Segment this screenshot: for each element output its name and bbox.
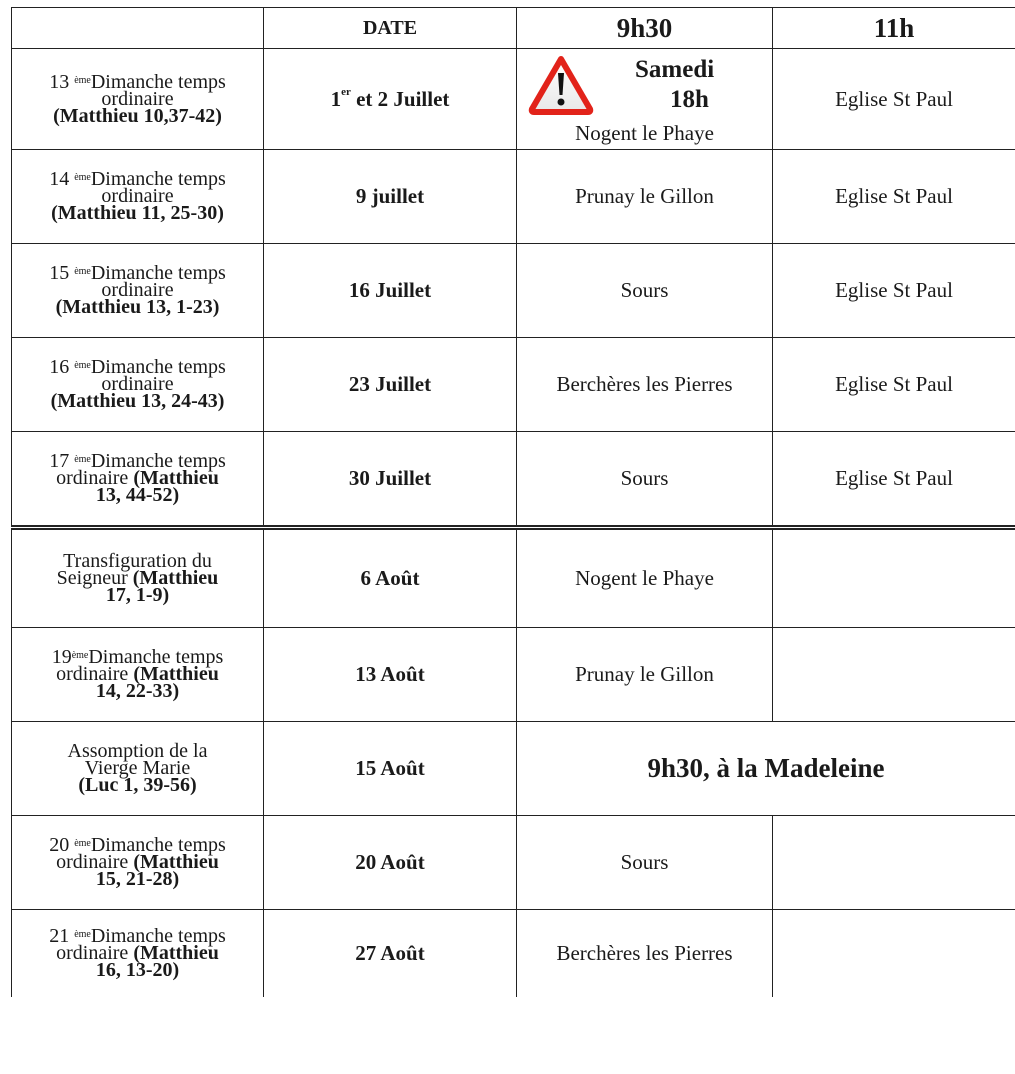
feast-cell	[12, 722, 264, 816]
feast-sup: ème	[71, 650, 89, 661]
table-row	[12, 910, 1015, 998]
feast-reading: (Matthieu 13, 1-23)	[55, 296, 220, 318]
feast-line2a: ordinaire	[56, 467, 134, 489]
table-row	[12, 244, 1015, 338]
mass-11h-cell: Eglise St Paul	[773, 432, 1015, 528]
feast-num: 19	[51, 646, 72, 668]
feast-reading: 16, 13-20)	[95, 959, 180, 981]
feast-line2: Vierge Marie	[84, 757, 191, 779]
feast-cell	[12, 628, 264, 722]
feast-line2b: (Matthieu	[133, 467, 219, 489]
feast-cell	[12, 150, 264, 244]
mass-930-cell: Berchères les Pierres	[517, 338, 773, 432]
table-row	[12, 722, 1015, 816]
mass-11h-cell	[773, 816, 1015, 910]
feast-line2b: (Matthieu	[133, 663, 219, 685]
feast-reading: 14, 22-33)	[95, 680, 180, 702]
feast-line2a: ordinaire	[56, 851, 134, 873]
feast-line1: Dimanche temps	[90, 70, 226, 93]
mass-11h-cell	[773, 628, 1015, 722]
feast-line1: Dimanche temps	[90, 925, 226, 947]
date-cell: 30 Juillet	[264, 432, 517, 528]
date-cell: 23 Juillet	[264, 338, 517, 432]
feast-cell	[12, 338, 264, 432]
feast-line1: Assomption de la	[67, 740, 208, 762]
date-number: 1	[330, 86, 342, 111]
mass-930-cell	[517, 49, 773, 150]
table-row	[12, 49, 1015, 150]
feast-cell	[12, 49, 264, 150]
feast-reading: 13, 44-52)	[95, 484, 180, 506]
mass-11h-cell: Eglise St Paul	[773, 49, 1015, 150]
feast-num: 20	[49, 834, 70, 856]
mass-11h-cell: Eglise St Paul	[773, 244, 1015, 338]
feast-line2a: ordinaire	[56, 942, 134, 964]
feast-line2: ordinaire	[101, 279, 174, 301]
date-cell: 27 Août	[264, 910, 517, 998]
feast-sup: ème	[74, 454, 91, 465]
mass-930-cell: Prunay le Gillon	[517, 628, 773, 722]
date-cell: 15 Août	[264, 722, 517, 816]
mass-schedule-table	[11, 7, 1015, 997]
feast-line2: ordinaire	[101, 373, 174, 395]
mass-930-cell: Sours	[517, 816, 773, 910]
feast-reading: (Matthieu 11, 25-30)	[51, 202, 224, 224]
table-row	[12, 628, 1015, 722]
feast-line2: ordinaire	[101, 185, 174, 207]
feast-reading: (Luc 1, 39-56)	[78, 774, 197, 796]
feast-line1: Dimanche temps	[88, 646, 224, 668]
feast-num: 15	[49, 262, 70, 284]
feast-num: 14	[49, 168, 70, 190]
feast-cell	[12, 432, 264, 528]
date-cell: 16 Juillet	[264, 244, 517, 338]
mass-930-cell: Sours	[517, 244, 773, 338]
saturday-place: Nogent le Phaye	[575, 121, 714, 145]
merged-mass-cell: 9h30, à la Madeleine	[517, 722, 1015, 816]
feast-line2a: Seigneur	[56, 567, 133, 589]
feast-line2: ordinaire	[101, 87, 174, 110]
feast-reading: 15, 21-28)	[95, 868, 180, 890]
feast-reading: (Matthieu 13, 24-43)	[50, 390, 225, 412]
feast-line1: Dimanche temps	[90, 450, 226, 472]
header-row	[12, 8, 1015, 49]
mass-930-cell: Nogent le Phaye	[517, 528, 773, 628]
saturday-time: 18h	[670, 86, 709, 113]
mass-930-cell: Berchères les Pierres	[517, 910, 773, 998]
saturday-label: Samedi	[635, 56, 715, 83]
date-cell: 6 Août	[264, 528, 517, 628]
header-date: DATE	[264, 8, 517, 49]
table-row	[12, 432, 1015, 528]
date-cell: 13 Août	[264, 628, 517, 722]
feast-line1: Dimanche temps	[90, 356, 226, 378]
feast-num: 17	[49, 450, 70, 472]
date-cell: 20 Août	[264, 816, 517, 910]
header-930: 9h30	[517, 8, 773, 49]
table-row	[12, 338, 1015, 432]
feast-line1: Dimanche temps	[90, 168, 226, 190]
feast-sup: ème	[74, 929, 91, 940]
mass-930-cell: Prunay le Gillon	[517, 150, 773, 244]
mass-11h-cell	[773, 528, 1015, 628]
header-blank-cell	[12, 8, 264, 49]
feast-sup: ème	[74, 172, 91, 183]
feast-sup: ème	[74, 360, 91, 371]
feast-cell	[12, 910, 264, 998]
feast-sup: ème	[74, 74, 91, 86]
feast-num: 21	[49, 925, 70, 947]
feast-line1: Dimanche temps	[90, 262, 226, 284]
feast-cell	[12, 816, 264, 910]
feast-num: 13	[49, 70, 70, 93]
feast-reading: (Matthieu 10,37-42)	[53, 104, 222, 127]
table-row	[12, 816, 1015, 910]
date-cell: 9 juillet	[264, 150, 517, 244]
feast-num: 16	[49, 356, 70, 378]
date-sup: er	[341, 85, 351, 98]
table-row	[12, 150, 1015, 244]
mass-11h-cell: Eglise St Paul	[773, 338, 1015, 432]
date-cell	[264, 49, 517, 150]
header-11h: 11h	[773, 8, 1015, 49]
feast-cell	[12, 528, 264, 628]
date-rest: et 2 Juillet	[350, 86, 450, 111]
mass-11h-cell	[773, 910, 1015, 998]
mass-930-cell: Sours	[517, 432, 773, 528]
feast-sup: ème	[74, 266, 91, 277]
feast-line2b: (Matthieu	[133, 851, 219, 873]
feast-sup: ème	[74, 838, 91, 849]
feast-line1: Dimanche temps	[90, 834, 226, 856]
mass-11h-cell: Eglise St Paul	[773, 150, 1015, 244]
feast-reading: 17, 1-9)	[105, 584, 170, 606]
feast-cell	[12, 244, 264, 338]
feast-line1: Transfiguration du	[63, 550, 212, 572]
table-row	[12, 528, 1015, 628]
warning-triangle-icon	[528, 55, 594, 115]
feast-line2a: ordinaire	[56, 663, 134, 685]
feast-line2b: (Matthieu	[132, 567, 219, 589]
feast-line2b: (Matthieu	[133, 942, 219, 964]
